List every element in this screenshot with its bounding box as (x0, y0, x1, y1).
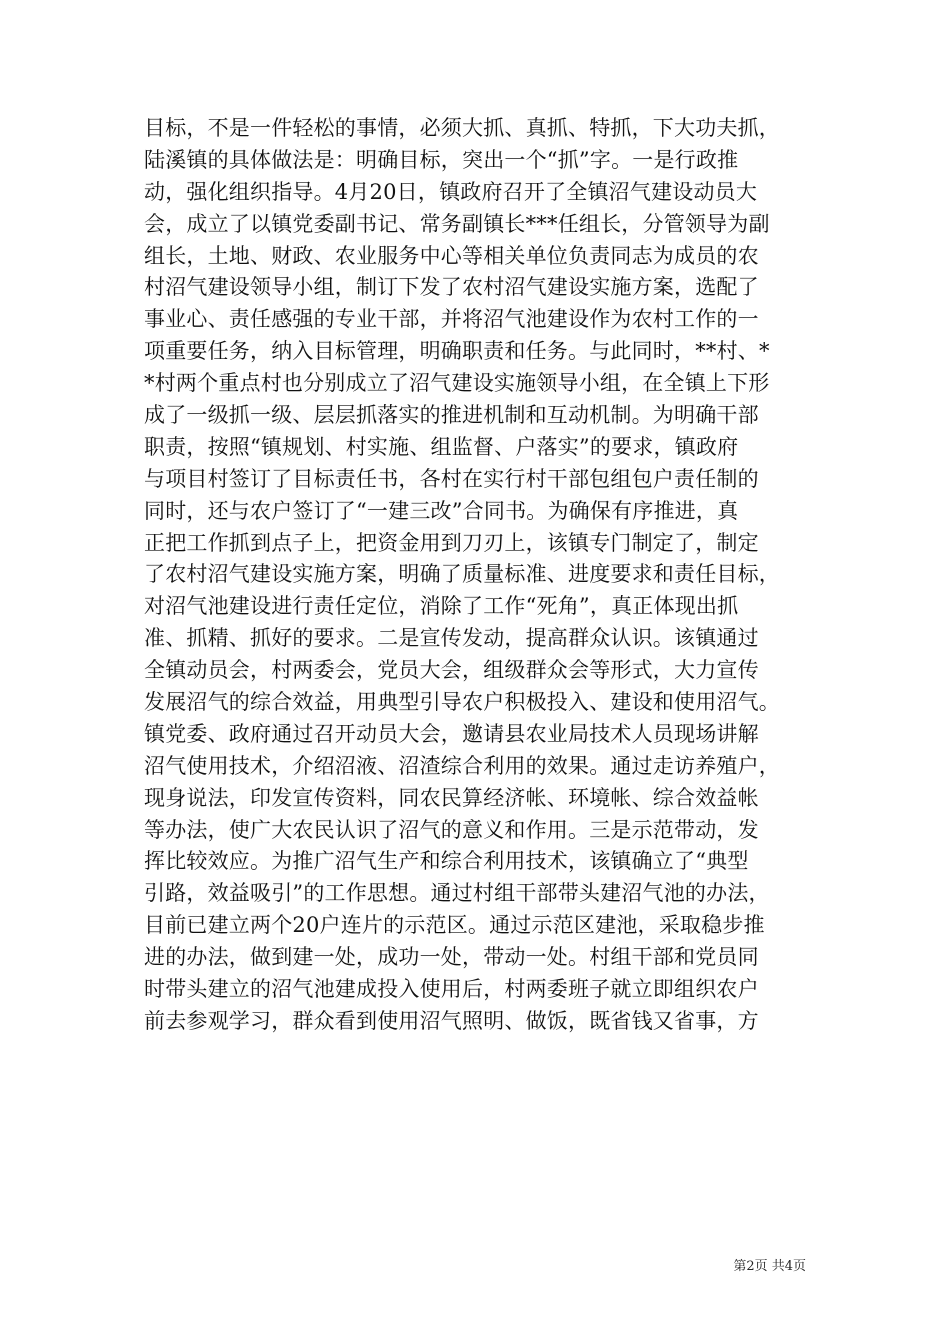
text-line: 发展沼气的综合效益，用典型引导农户积极投入、建设和使用沼气。 (144, 690, 780, 715)
text-line: 正把工作抓到点子上，把资金用到刀刃上，该镇专门制定了，制定 (144, 530, 759, 555)
text-line: 会，成立了以镇党委副书记、常务副镇长***任组长，分管领导为副 (144, 211, 770, 236)
text-line: 现身说法，印发宣传资料，同农民算经济帐、环境帐、综合效益帐 (144, 785, 759, 810)
text-line: 时带头建立的沼气池建成投入使用后，村两委班子就立即组织农户 (144, 977, 759, 1002)
text-line: 村沼气建设领导小组，制订下发了农村沼气建设实施方案，选配了 (144, 275, 759, 300)
text-line: 了农村沼气建设实施方案，明确了质量标准、进度要求和责任目标， (144, 562, 780, 587)
text-line: 与项目村签订了目标责任书，各村在实行村干部包组包户责任制的 (144, 466, 759, 491)
text-line: 目标，不是一件轻松的事情，必须大抓、真抓、特抓，下大功夫抓， (144, 116, 780, 140)
text-line: 对沼气池建设进行责任定位，消除了工作“死角”，真正体现出抓 (144, 594, 739, 619)
text-line: 职责，按照“镇规划、村实施、组监督、户落实”的要求，镇政府 (144, 434, 739, 459)
text-line: 进的办法，做到建一处，成功一处，带动一处。村组干部和党员同 (144, 945, 759, 970)
text-line: 事业心、责任感强的专业干部，并将沼气池建设作为农村工作的一 (144, 307, 759, 332)
text-line: 全镇动员会，村两委会，党员大会，组级群众会等形式，大力宣传 (144, 658, 759, 683)
text-line: 动，强化组织指导。4月20日，镇政府召开了全镇沼气建设动员大 (144, 179, 758, 204)
text-line: 前去参观学习，群众看到使用沼气照明、做饭，既省钱又省事，方 (144, 1008, 759, 1033)
text-line: 引路，效益吸引”的工作思想。通过村组干部带头建沼气池的办法， (144, 881, 770, 906)
text-line: 目前已建立两个20户连片的示范区。通过示范区建池，采取稳步推 (144, 913, 765, 938)
text-line: 镇党委、政府通过召开动员大会，邀请县农业局技术人员现场讲解 (144, 721, 759, 746)
body-paragraph (144, 113, 814, 1038)
text-line: 同时，还与农户签订了“一建三改”合同书。为确保有序推进，真 (144, 498, 739, 523)
text-line: 等办法，使广大农民认识了沼气的意义和作用。三是示范带动，发 (144, 817, 759, 842)
text-line: 项重要任务，纳入目标管理，明确职责和任务。与此同时，**村、* (144, 339, 770, 364)
text-line: 组长，土地、财政、农业服务中心等相关单位负责同志为成员的农 (144, 243, 759, 268)
text-line: 沼气使用技术，介绍沼液、沼渣综合利用的效果。通过走访养殖户， (144, 753, 780, 778)
text-line: *村两个重点村也分别成立了沼气建设实施领导小组，在全镇上下形 (144, 371, 770, 396)
text-line: 挥比较效应。为推广沼气生产和综合利用技术，该镇确立了“典型 (144, 849, 749, 874)
text-line: 准、抓精、抓好的要求。二是宣传发动，提高群众认识。该镇通过 (144, 626, 759, 651)
page-footer (0, 1255, 950, 1274)
text-line: 成了一级抓一级、层层抓落实的推进机制和互动机制。为明确干部 (144, 403, 759, 428)
text-line: 陆溪镇的具体做法是：明确目标，突出一个“抓”字。一是行政推 (144, 147, 739, 172)
page-number-label: 第2页 共4页 (733, 1259, 806, 1274)
